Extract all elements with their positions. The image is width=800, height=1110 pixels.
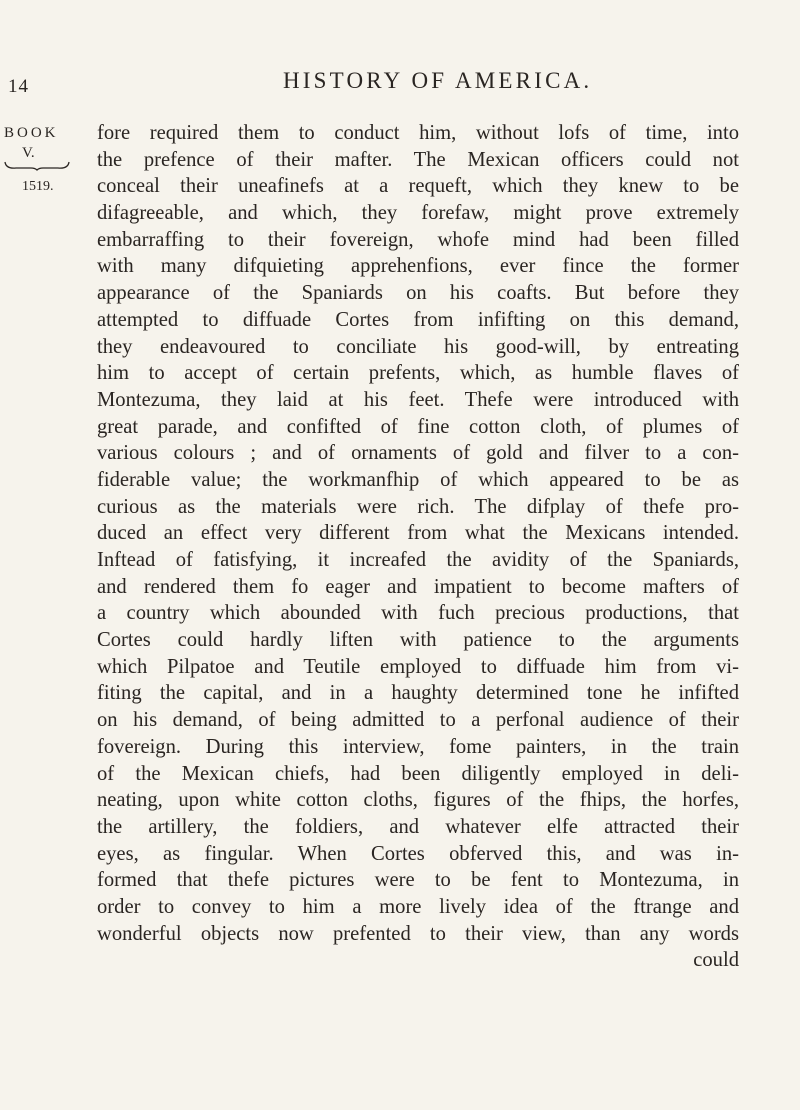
text-line: which Pilpatoe and Teutile employed to diffuade him from vi- bbox=[97, 655, 739, 678]
text-line: Montezuma, they laid at his feet. Thefe were introduced with bbox=[97, 388, 739, 411]
text-line: and rendered them fo eager and impatient to become mafters of bbox=[97, 575, 739, 598]
brace-icon bbox=[4, 161, 70, 171]
running-head: HISTORY OF AMERICA. bbox=[283, 68, 593, 93]
text-line: him to accept of certain prefents, which, as humble flaves of bbox=[97, 362, 739, 385]
margin-note bbox=[4, 123, 84, 197]
text-line: conceal their uneafinefs at a requeft, which they knew to be bbox=[97, 175, 739, 198]
text-line: a country which abounded with fuch precious productions, that bbox=[97, 602, 739, 625]
text-line: difagreeable, and which, they forefaw, might prove extremely bbox=[97, 202, 739, 225]
text-line: embarraffing to their fovereign, whofe mind had been filled bbox=[97, 228, 739, 251]
text-line: appearance of the Spaniards on his coafts. But before they bbox=[97, 282, 739, 305]
text-line: wonderful objects now prefented to their view, than any words bbox=[97, 922, 739, 945]
text-line: eyes, as fingular. When Cortes obferved this, and was in- bbox=[97, 842, 739, 865]
text-line: the artillery, the foldiers, and whatever elfe attracted their bbox=[97, 815, 739, 838]
text-line: the prefence of their mafter. The Mexican officers could not bbox=[97, 148, 739, 171]
body-text bbox=[97, 120, 739, 974]
text-line: they endeavoured to conciliate his good-will, by entreating bbox=[97, 335, 739, 358]
book-label: BOOK bbox=[4, 125, 59, 141]
text-line: attempted to diffuade Cortes from infifting on this demand, bbox=[97, 308, 739, 331]
catchword: could bbox=[693, 949, 739, 972]
page-number: 14 bbox=[8, 76, 29, 97]
text-line: on his demand, of being admitted to a perfonal audience of their bbox=[97, 709, 739, 732]
text-line: fiderable value; the workmanfhip of which appeared to be as bbox=[97, 468, 739, 491]
text-line: of the Mexican chiefs, had been diligently employed in deli- bbox=[97, 762, 739, 785]
text-line: fore required them to conduct him, without lofs of time, into bbox=[97, 122, 739, 144]
text-line: neating, upon white cotton cloths, figures of the fhips, the horfes, bbox=[97, 789, 739, 812]
text-line: great parade, and confifted of fine cotton cloth, of plumes of bbox=[97, 415, 739, 438]
text-line: with many difquieting apprehenfions, ever fince the former bbox=[97, 255, 739, 278]
text-line: order to convey to him a more lively idea of the ftrange and bbox=[97, 895, 739, 918]
text-line: curious as the materials were rich. The difplay of thefe pro- bbox=[97, 495, 739, 518]
text-line: fovereign. During this interview, fome painters, in the train bbox=[97, 735, 739, 758]
text-line: various colours ; and of ornaments of gold and filver to a con- bbox=[97, 442, 739, 465]
text-line: formed that thefe pictures were to be fent to Montezuma, in bbox=[97, 869, 739, 892]
year-note: 1519. bbox=[22, 179, 54, 194]
book-number: V. bbox=[22, 145, 35, 161]
text-line: Cortes could hardly liften with patience to the arguments bbox=[97, 629, 739, 652]
text-line: duced an effect very different from what the Mexicans intended. bbox=[97, 522, 739, 545]
text-line: fiting the capital, and in a haughty determined tone he infifted bbox=[97, 682, 739, 705]
text-line: Inftead of fatisfying, it increafed the avidity of the Spaniards, bbox=[97, 549, 739, 571]
